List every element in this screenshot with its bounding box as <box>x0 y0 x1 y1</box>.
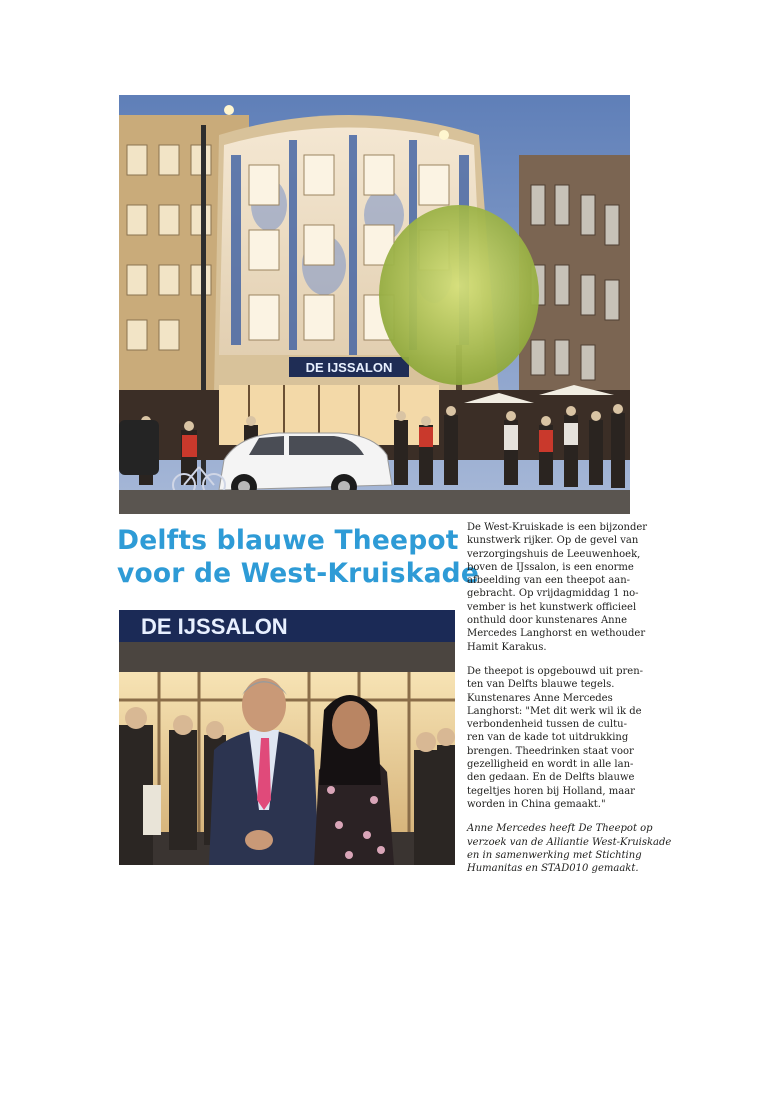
text-line: Mercedes Langhorst en wethouder <box>467 628 646 640</box>
text-line: onthuld door kunstenares Anne <box>467 615 627 627</box>
caption-line: Anne Mercedes heeft De Theepot op <box>467 823 653 835</box>
text-line: brengen. Theedrinken staat voor <box>467 745 634 757</box>
text-line: De West-Kruiskade is een bijzonder <box>467 522 648 533</box>
facade-photo-illustration <box>119 95 630 514</box>
text-line: ren van de kade tot uitdrukking <box>467 732 629 744</box>
text-line: tegeltjes horen bij Holland, maar <box>467 785 635 797</box>
caption-line: verzoek van de Alliantie West-Kruiskade <box>467 836 672 848</box>
caption-line: Humanitas en STAD010 gemaakt. <box>467 863 639 875</box>
paragraph-quote <box>467 665 644 811</box>
text-line: den gedaan. En de Delfts blauwe <box>467 772 635 784</box>
text-line: afbeelding van een theepot aan- <box>467 575 631 587</box>
article-body <box>467 521 672 886</box>
text-line: gebracht. Op vrijdagmiddag 1 no- <box>467 588 639 600</box>
text-line: De theepot is opgebouwd uit pren- <box>467 665 644 677</box>
photo-caption <box>467 822 672 875</box>
text-line: verzorgingshuis de Leeuwenhoek, <box>467 548 641 560</box>
text-line: boven de IJssalon, is een enorme <box>467 561 634 573</box>
headline <box>117 524 480 590</box>
text-line: gezelligheid en wordt in alle lan- <box>467 759 634 771</box>
paragraph-intro <box>467 521 648 654</box>
text-line: Langhorst: "Met dit werk wil ik de <box>467 705 642 717</box>
ijssalon-sign-text: DE IJSSALON <box>305 360 393 375</box>
ijssalon-sign-text: DE IJSSALON <box>141 614 288 639</box>
portrait-photo <box>119 610 455 865</box>
headline-line: voor de West-Kruiskade <box>117 558 480 589</box>
text-line: worden in China gemaakt." <box>467 798 606 810</box>
caption-line: en in samenwerking met Stichting <box>467 849 642 861</box>
portrait-photo-illustration <box>119 610 455 865</box>
headline-line: Delfts blauwe Theepot <box>117 525 459 556</box>
facade-photo <box>119 95 630 514</box>
text-line: kunstwerk rijker. Op de gevel van <box>467 535 639 547</box>
text-line: Kunstenares Anne Mercedes <box>467 692 613 704</box>
text-line: vember is het kunstwerk officieel <box>467 601 637 613</box>
text-line: verbondenheid tussen de cultu- <box>467 719 627 731</box>
text-line: ten van Delfts blauwe tegels. <box>467 679 615 691</box>
tree <box>379 205 539 385</box>
text-line: Hamit Karakus. <box>467 641 547 653</box>
